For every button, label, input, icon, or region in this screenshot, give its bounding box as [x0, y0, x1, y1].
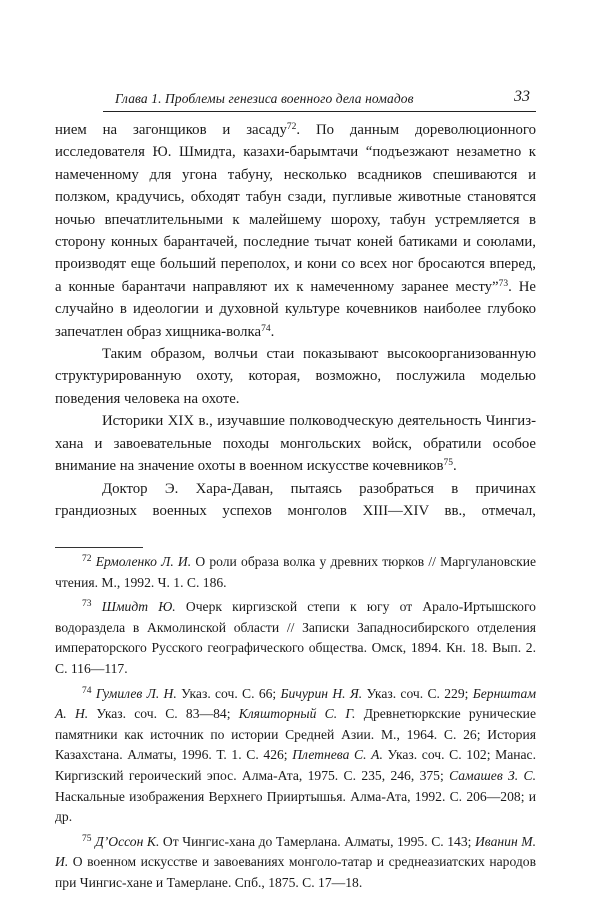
footnote-text: Древнетюркские рунические памятники как источник по истории Средней Азии. М., 1964. С. 26; История Казахстана. Алматы, 1996. Т. 1. С. 426; — [55, 706, 536, 763]
footnotes — [55, 552, 536, 898]
footnote-ref-75[interactable]: 75 — [443, 458, 453, 469]
page-number: 33 — [514, 88, 530, 105]
footnote-text: Очерк киргизской степи к югу от Арало-Иртышского водораздела в Акмолинской области // Записки Западносибирского отделения императорского Русского географического общества. Омск, 1894. Кн. 18. Вып. 2. С. 116—117. — [55, 599, 536, 676]
footnote-author: Бичурин Н. Я. — [280, 685, 363, 701]
footnote-text: О военном искусстве и завоеваниях монголо-татар и среднеазиатских народов при Чингис-хане и Тамерлане. Спб., 1875. С. 17—18. — [55, 854, 536, 890]
footnote-75 — [55, 832, 536, 894]
footnote-74 — [55, 684, 536, 828]
paragraph-2: Таким образом, волчьи стаи показывают высокоорганизованную структурированную охоту, которая, возможно, послужила моделью поведения человека на охоте. — [55, 346, 536, 407]
footnote-number: 73 — [82, 599, 92, 610]
footnote-author: Плетнева С. А. — [292, 747, 383, 763]
paragraph-3 — [55, 410, 536, 477]
text-run: Историки XIX в., изучавшие полководческую деятельность Чингиз-хана и завоевательные походы монгольских войск, обратили особое внимание на значение охоты в военном искусстве кочевников — [55, 413, 536, 475]
text-run: нием на загонщиков и засаду — [55, 122, 287, 138]
footnote-author: Кляшторный С. Г. — [238, 706, 356, 722]
footnote-author: Д’Оссон К. — [95, 833, 160, 849]
footnote-72 — [55, 552, 536, 593]
footnote-text: О роли образа волка у древних тюрков // Маргулановские чтения. М., 1992. Ч. 1. С. 186. — [55, 554, 537, 590]
footnote-number: 72 — [82, 554, 92, 564]
running-head — [103, 89, 536, 112]
footnote-ref-73[interactable]: 73 — [498, 278, 509, 289]
footnote-author: Гумилев Л. Н. — [95, 685, 177, 701]
footnote-number: 75 — [82, 833, 92, 844]
main-text — [55, 119, 536, 522]
footnote-author: Бернштам А. Н. — [55, 685, 537, 722]
chapter-title: Глава 1. Проблемы генезиса военного дела номадов — [115, 91, 414, 106]
footnote-author: Иванин М. И. — [55, 833, 536, 870]
footnote-text: Указ. соч. С. 102; Манас. Киргизский героический эпос. Алма-Ата, 1975. С. 235, 246, 375; — [55, 747, 536, 783]
footnote-divider — [55, 547, 143, 548]
footnote-number: 74 — [82, 685, 92, 696]
footnote-text: Наскальные изображения Верхнего Прииртышья. Алма-Ата, 1992. С. 206—208; и др. — [55, 788, 536, 825]
footnote-ref-74[interactable]: 74 — [261, 323, 271, 334]
footnote-text: От Чингис-хана до Тамерлана. Алматы, 1995. С. 143; — [159, 833, 475, 849]
footnote-author: Шмидт Ю. — [101, 599, 176, 615]
footnote-73 — [55, 597, 536, 679]
paragraph-1 — [55, 119, 536, 343]
text-run: . — [452, 458, 457, 475]
footnote-text: Указ. соч. С. 83—84; — [88, 706, 239, 722]
footnote-text: Указ. соч. С. 66; — [176, 685, 281, 701]
text-run: . По данным дореволюционного исследователя Ю. Шмидта, казахи-барымтачи “подъезжают незаметно к намеченному для угона табуну, несколько всадников спешиваются и ползком, крадучись, обходят табун сзади, пугливые животные становятся ночью впечатлительными к малейшему шороху, табун устремляется в сторону конных барантачей, последние тычат коней батиками и союлами, производят еще больший переполох, и кони со всех ног бросаются вперед, а конные барантачи направляют их к намеченному заранее месту” — [55, 122, 536, 295]
footnote-ref-72[interactable]: 72 — [286, 122, 297, 132]
text-run: . — [270, 323, 275, 340]
footnote-text: Указ. соч. С. 229; — [362, 685, 473, 701]
text-run: . Не случайно в идеологии и духовной культуре кочевников наиболее глубоко запечатлен образ хищника-волка — [55, 278, 536, 340]
footnote-author: Самашев З. С. — [449, 767, 536, 783]
paragraph-4: Доктор Э. Хара-Даван, пытаясь разобраться в причинах грандиозных военных успехов монголов XIII—XIV вв., отмечал, — [55, 480, 536, 519]
footnote-author: Ермоленко Л. И. — [95, 554, 192, 569]
